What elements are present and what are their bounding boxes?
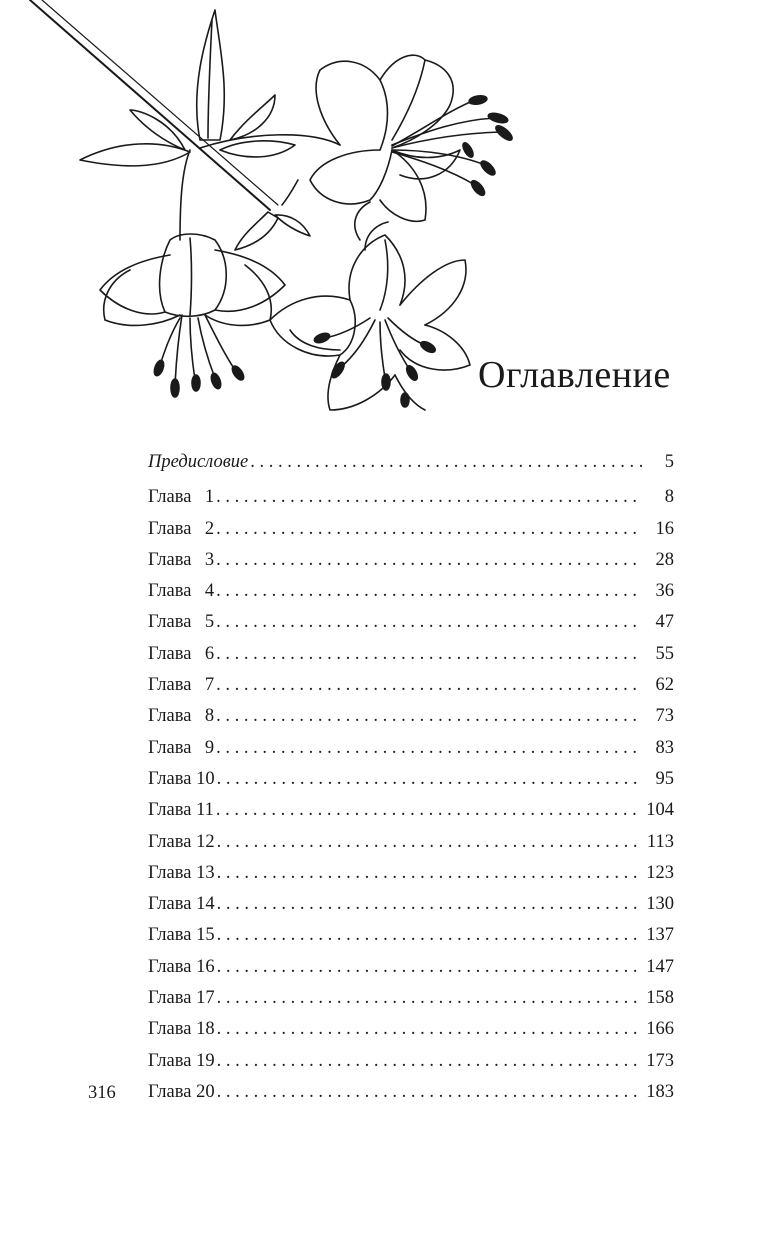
toc-leader-dots <box>216 607 642 638</box>
toc-entry-page: 16 <box>655 518 674 539</box>
lily-flowers-illustration <box>20 0 530 420</box>
toc-leader-dots <box>216 482 642 513</box>
toc-entry-page: 47 <box>655 612 674 633</box>
toc-entry-page: 73 <box>655 706 674 727</box>
toc-leader-dots <box>217 858 642 889</box>
toc-entry-chapter[interactable] <box>148 983 674 1014</box>
toc-entry-label: Глава 4 <box>148 581 215 602</box>
page-number: 316 <box>88 1083 116 1103</box>
toc-entry-chapter[interactable] <box>148 545 674 576</box>
toc-entry-chapter[interactable] <box>148 795 674 826</box>
toc-leader-dots <box>216 670 642 701</box>
toc-entry-label: Глава 15 <box>148 925 215 946</box>
toc-entry-label: Глава 11 <box>148 800 214 821</box>
toc-entry-chapter[interactable] <box>148 670 674 701</box>
toc-entry-page: 137 <box>646 925 674 946</box>
toc-entry-chapter[interactable] <box>148 1077 674 1108</box>
toc-leader-dots <box>217 920 642 951</box>
toc-leader-dots <box>217 983 642 1014</box>
toc-entry-label: Глава 18 <box>148 1019 215 1040</box>
toc-entry-label: Глава 1 <box>148 487 215 508</box>
toc-leader-dots <box>217 764 642 795</box>
toc-entry-chapter[interactable] <box>148 514 674 545</box>
toc-entry-page: 183 <box>646 1081 674 1102</box>
toc-entry-page: 55 <box>655 643 674 664</box>
toc-leader-dots <box>217 1014 642 1045</box>
toc-leader-dots <box>217 827 642 858</box>
toc-entry-page: 130 <box>646 894 674 915</box>
toc-entry-page: 147 <box>646 956 674 977</box>
toc-entry-page: 123 <box>646 862 674 883</box>
toc-entry-label: Глава 16 <box>148 956 215 977</box>
toc-entry-page: 158 <box>646 988 674 1009</box>
toc-entry-label: Глава 13 <box>148 862 215 883</box>
toc-entry-chapter[interactable] <box>148 576 674 607</box>
toc-leader-dots <box>216 639 642 670</box>
toc-leader-dots <box>217 889 642 920</box>
toc-leader-dots <box>216 733 642 764</box>
toc-entry-page: 8 <box>664 487 674 508</box>
toc-entry-label: Предисловие <box>148 452 249 472</box>
toc-entry-label: Глава 2 <box>148 518 215 539</box>
toc-entry-page: 62 <box>655 675 674 696</box>
toc-entry-page: 173 <box>646 1050 674 1071</box>
toc-entry-page: 28 <box>655 549 674 570</box>
toc-entry-label: Глава 10 <box>148 768 215 789</box>
toc-entry-label: Глава 3 <box>148 549 215 570</box>
toc-entry-label: Глава 8 <box>148 706 215 727</box>
toc-leader-dots <box>217 1046 642 1077</box>
toc-entry-chapter[interactable] <box>148 701 674 732</box>
toc-leader-dots <box>216 514 642 545</box>
toc-entry-label: Глава 9 <box>148 737 215 758</box>
page-title: Оглавление <box>478 354 671 396</box>
toc-leader-dots <box>217 1077 642 1108</box>
toc-leader-dots <box>216 795 642 826</box>
toc-entry-page: 83 <box>655 737 674 758</box>
toc-entry-chapter[interactable] <box>148 889 674 920</box>
toc-leader-dots <box>216 576 642 607</box>
toc-entry-label: Глава 12 <box>148 831 215 852</box>
toc-entry-page: 95 <box>655 768 674 789</box>
toc-leader-dots <box>216 701 642 732</box>
toc-entry-label: Глава 5 <box>148 612 215 633</box>
toc-entry-page: 166 <box>646 1019 674 1040</box>
toc-entry-chapter[interactable] <box>148 1046 674 1077</box>
toc-entry-label: Глава 17 <box>148 988 215 1009</box>
toc-entry-chapter[interactable] <box>148 952 674 983</box>
toc-entry-chapter[interactable] <box>148 733 674 764</box>
toc-leader-dots <box>217 952 642 983</box>
toc-entry-label: Глава 19 <box>148 1050 215 1071</box>
toc-entry-chapter[interactable] <box>148 482 674 513</box>
toc-entry-chapter[interactable] <box>148 607 674 638</box>
table-of-contents <box>148 447 674 1108</box>
toc-entry-page: 5 <box>664 452 674 472</box>
toc-entry-chapter[interactable] <box>148 920 674 951</box>
toc-entry-chapter[interactable] <box>148 639 674 670</box>
toc-entry-chapter[interactable] <box>148 1014 674 1045</box>
toc-entry-page: 36 <box>655 581 674 602</box>
toc-entry-preface[interactable] <box>148 447 674 478</box>
toc-entry-label: Глава 14 <box>148 894 215 915</box>
toc-entry-chapter[interactable] <box>148 827 674 858</box>
toc-entry-chapter[interactable] <box>148 764 674 795</box>
toc-entry-chapter[interactable] <box>148 858 674 889</box>
toc-entry-label: Глава 7 <box>148 675 215 696</box>
toc-leader-dots <box>216 545 642 576</box>
toc-entry-page: 113 <box>646 831 674 852</box>
toc-entry-label: Глава 20 <box>148 1081 215 1102</box>
toc-entry-page: 104 <box>646 800 674 821</box>
toc-entry-label: Глава 6 <box>148 643 215 664</box>
toc-leader-dots <box>250 447 642 478</box>
